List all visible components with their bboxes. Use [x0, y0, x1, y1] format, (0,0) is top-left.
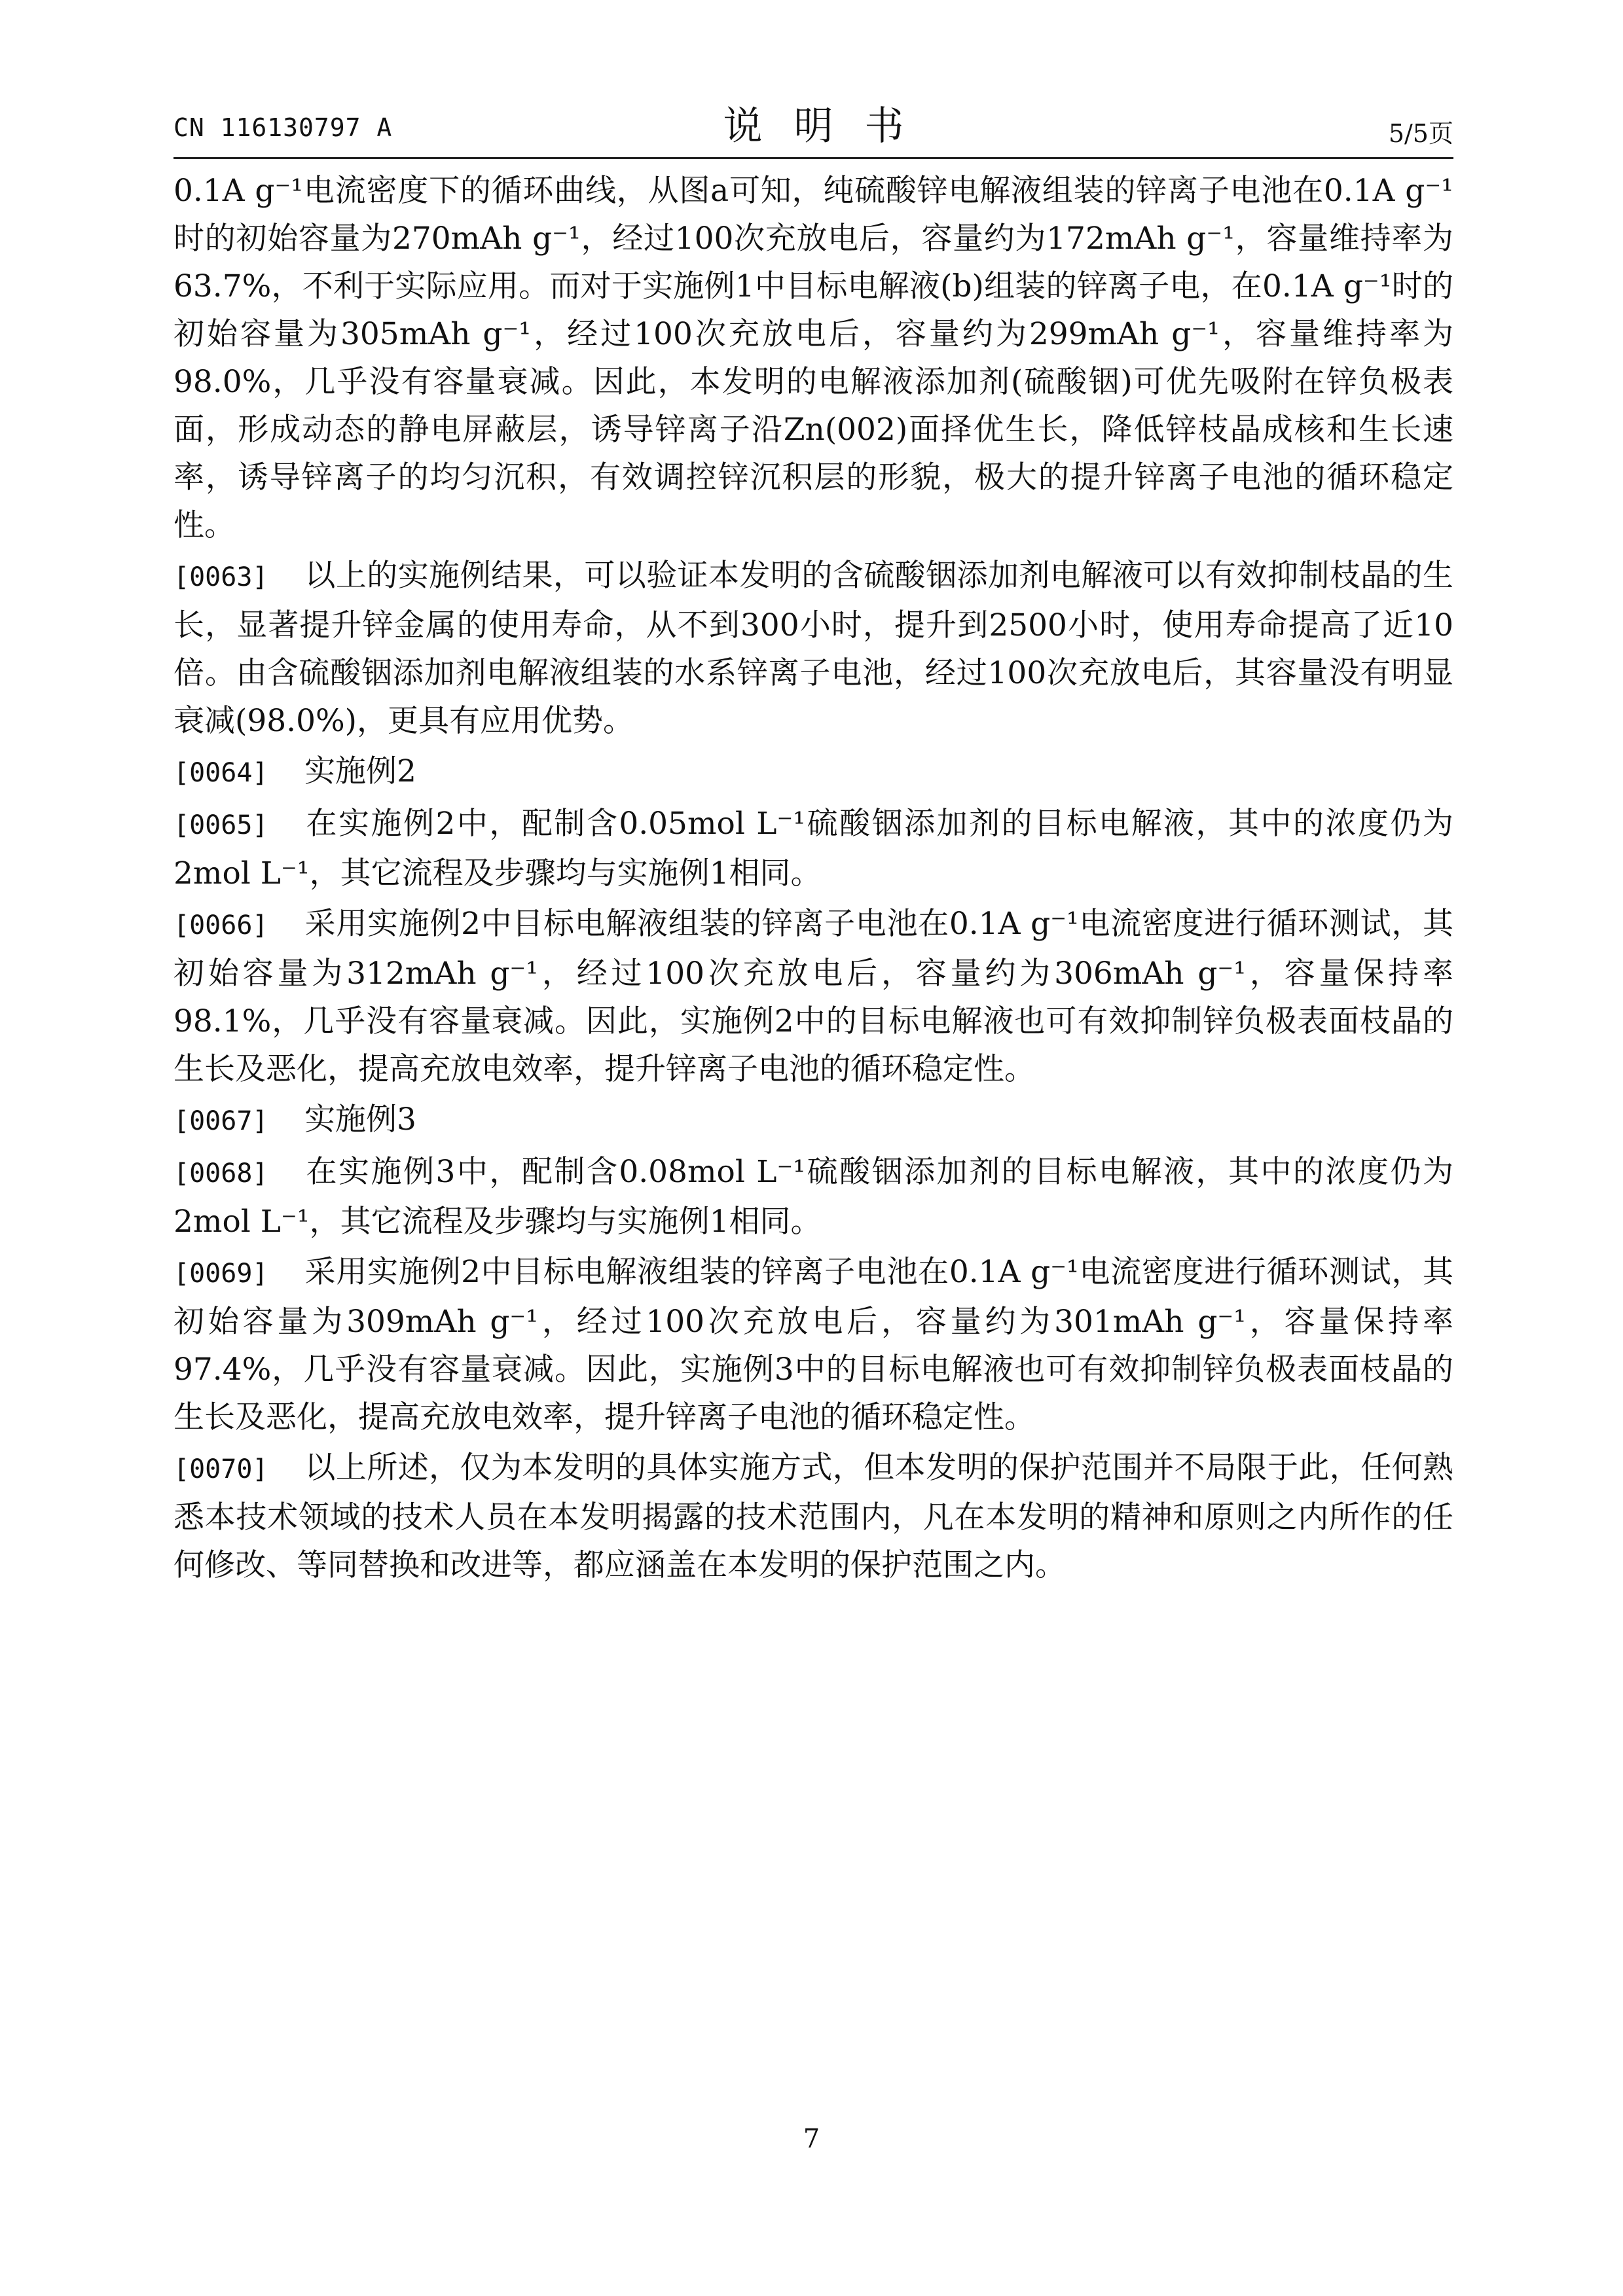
paragraph-text: 采用实施例2中目标电解液组装的锌离子电池在0.1A g⁻¹电流密度进行循环测试，其初始容量为312mAh g⁻¹，经过100次充放电后，容量约为306mAh g⁻¹，容量保持率98.1%，几乎没有容量衰减。因此，实施例2中的目标电解液也可有效抑制锌负极表面枝晶的生长及恶化，提高充放电效率，提升锌离子电池的循环稳定性。 [173, 906, 1453, 1087]
paragraph-text: 以上所述，仅为本发明的具体实施方式，但本发明的保护范围并不局限于此，任何熟悉本技术领域的技术人员在本发明揭露的技术范围内，凡在本发明的精神和原则之内所作的任何修改、等同替换和改进等，都应涵盖在本发明的保护范围之内。 [173, 1450, 1453, 1583]
paragraph-0069 [173, 1248, 1453, 1441]
paragraph-text: 0.1A g⁻¹电流密度下的循环曲线，从图a可知，纯硫酸锌电解液组装的锌离子电池在0.1A g⁻¹时的初始容量为270mAh g⁻¹，经过100次充放电后，容量约为172mAh g⁻¹，容量维持率为63.7%，不利于实际应用。而对于实施例1中目标电解液(b)组装的锌离子电，在0.1A g⁻¹时的初始容量为305mAh g⁻¹，经过100次充放电后，容量约为299mAh g⁻¹，容量维持率为98.0%，几乎没有容量衰减。因此，本发明的电解液添加剂(硫酸铟)可优先吸附在锌负极表面，形成动态的静电屏蔽层，诱导锌离子沿Zn(002)面择优生长，降低锌枝晶成核和生长速率，诱导锌离子的均匀沉积，有效调控锌沉积层的形貌，极大的提升锌离子电池的循环稳定性。 [173, 173, 1453, 543]
paragraph-number: [0063] [173, 562, 268, 592]
page-header [173, 95, 1453, 154]
paragraph-0065 [173, 800, 1453, 897]
paragraph-number: [0066] [173, 910, 268, 941]
paragraph-text: 在实施例2中，配制含0.05mol L⁻¹硫酸铟添加剂的目标电解液，其中的浓度仍为2mol L⁻¹，其它流程及步骤均与实施例1相同。 [173, 806, 1453, 891]
paragraph-0070 [173, 1444, 1453, 1589]
paragraph-text: 采用实施例2中目标电解液组装的锌离子电池在0.1A g⁻¹电流密度进行循环测试，其初始容量为309mAh g⁻¹，经过100次充放电后，容量约为301mAh g⁻¹，容量保持率97.4%，几乎没有容量衰减。因此，实施例3中的目标电解液也可有效抑制锌负极表面枝晶的生长及恶化，提高充放电效率，提升锌离子电池的循环稳定性。 [173, 1254, 1453, 1435]
paragraph-0067 [173, 1096, 1453, 1145]
publication-number: CN 116130797 A [173, 113, 393, 142]
paragraph-text: 在实施例3中，配制含0.08mol L⁻¹硫酸铟添加剂的目标电解液，其中的浓度仍为2mol L⁻¹，其它流程及步骤均与实施例1相同。 [173, 1154, 1453, 1240]
paragraph-number: [0065] [173, 810, 268, 840]
paragraph-continuation [173, 167, 1453, 549]
document-title: 说明书 [723, 103, 936, 149]
paragraph-number: [0068] [173, 1158, 268, 1189]
paragraph-number: [0070] [173, 1454, 268, 1484]
paragraph-number: [0067] [173, 1106, 268, 1136]
paragraph-0064 [173, 747, 1453, 797]
paragraph-text: 实施例3 [304, 1102, 416, 1138]
paragraph-0068 [173, 1148, 1453, 1246]
document-body [173, 167, 1453, 1592]
page-info: 5/5页 [1388, 119, 1453, 148]
paragraph-text: 以上的实施例结果，可以验证本发明的含硫酸铟添加剂电解液可以有效抑制枝晶的生长，显著提升锌金属的使用寿命，从不到300小时，提升到2500小时，使用寿命提高了近10倍。由含硫酸铟添加剂电解液组装的水系锌离子电池，经过100次充放电后，其容量没有明显衰减(98.0%)，更具有应用优势。 [173, 558, 1453, 739]
paragraph-number: [0069] [173, 1259, 268, 1289]
header-divider [173, 157, 1453, 159]
paragraph-0066 [173, 900, 1453, 1093]
paragraph-0063 [173, 552, 1453, 745]
page-number: 7 [803, 2124, 820, 2154]
paragraph-text: 实施例2 [304, 753, 416, 789]
paragraph-number: [0064] [173, 758, 268, 788]
